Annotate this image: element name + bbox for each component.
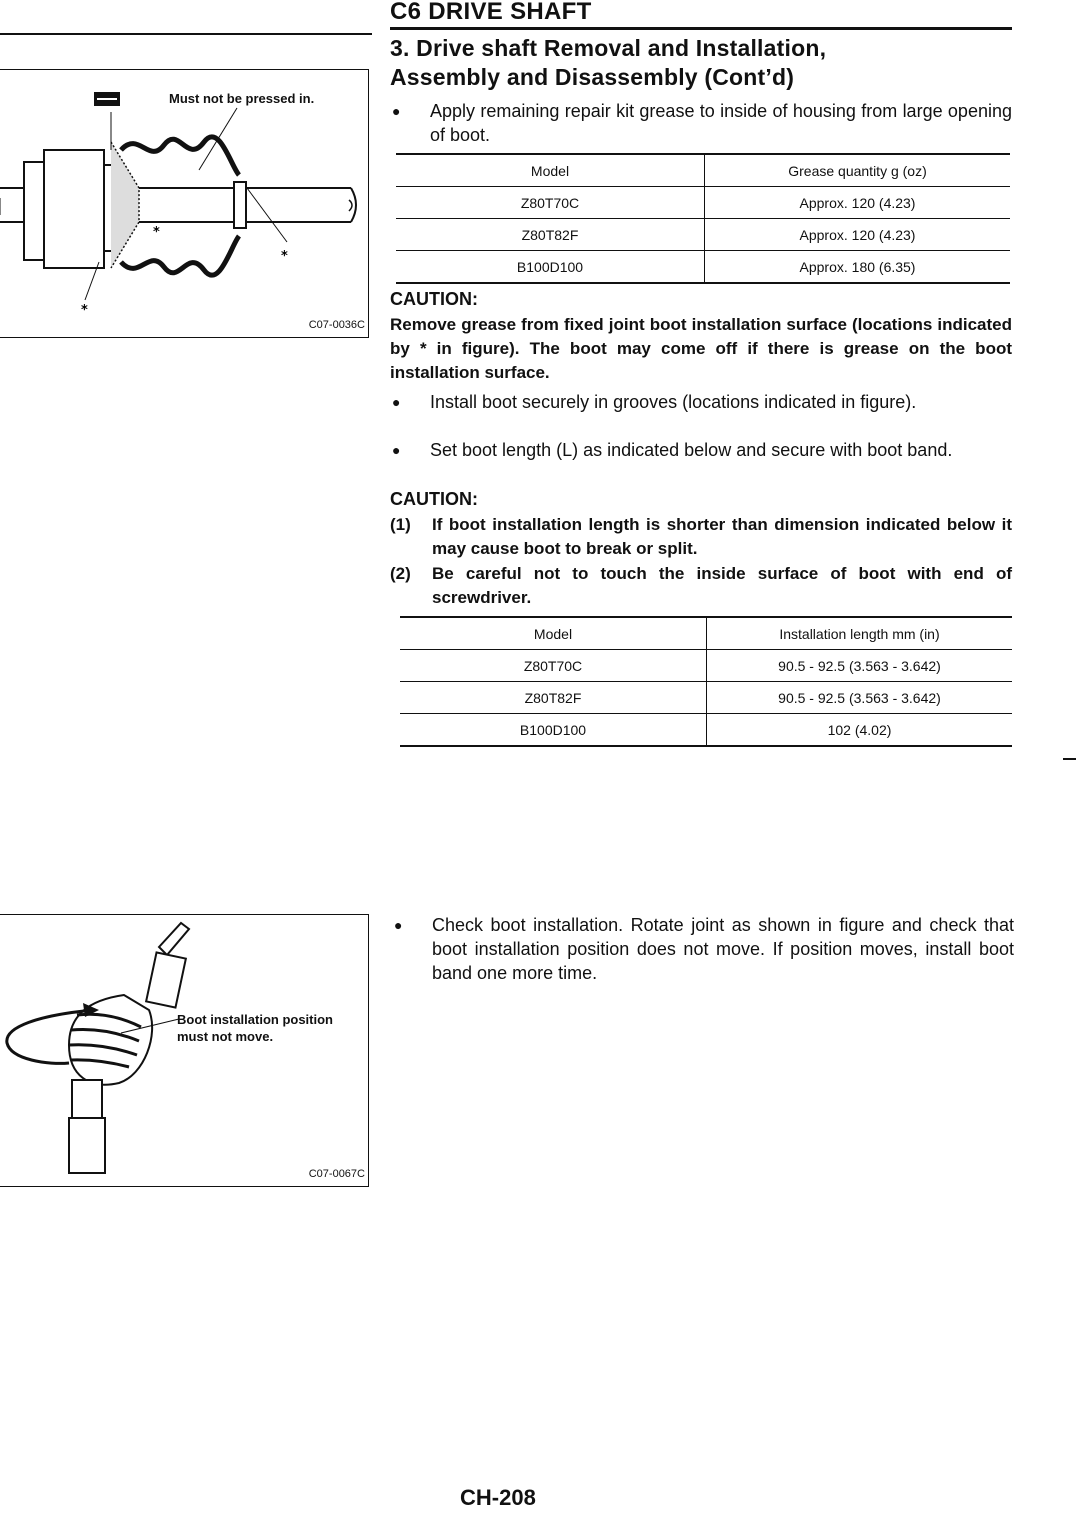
bullet-text: Apply remaining repair kit grease to inside of housing from large opening of boot. (430, 101, 1012, 145)
bullet-check-boot (392, 913, 1014, 985)
table-cell-model: Z80T82F (396, 219, 705, 251)
bullet-text: Check boot installation. Rotate joint as shown in figure and check that boot installation position does not move. If position moves, install boot band one more time. (432, 915, 1014, 983)
page-header-title: C6 DRIVE SHAFT (390, 0, 592, 25)
figure-callout-line2: must not move. (177, 1029, 274, 1044)
table-cell-value: Approx. 180 (6.35) (705, 251, 1011, 284)
table-header-model: Model (400, 617, 707, 650)
caution-text: Remove grease from fixed joint boot installation surface (locations indicated by * in figure). The boot may come off if there is grease on the boot installation surface. (390, 315, 1012, 382)
table-row (396, 219, 1010, 251)
section-title-line2: Assembly and Disassembly (Cont’d) (390, 64, 795, 90)
table-row (396, 187, 1010, 219)
table-cell-value: 102 (4.02) (707, 714, 1013, 747)
table-cell-model: Z80T70C (396, 187, 705, 219)
figure-boot-grease (0, 69, 369, 338)
bullet-set-boot-length (390, 438, 1012, 462)
asterisk-marker: * (281, 249, 288, 264)
figure-code: C07-0036C (308, 319, 365, 331)
figure-callout-label: Must not be pressed in. (169, 91, 315, 106)
figure-code: C07-0067C (308, 1168, 365, 1180)
bullet-icon: ● (392, 103, 401, 119)
table-row (396, 251, 1010, 284)
page-number: CH-208 (460, 1485, 536, 1510)
table-cell-model: B100D100 (396, 251, 705, 284)
caution-item-text: If boot installation length is shorter than dimension indicated below it may cause boot to break or split. (432, 515, 1012, 558)
bullet-text: Install boot securely in grooves (locations indicated in figure). (430, 392, 917, 412)
table-header-grease-quantity: Grease quantity g (oz) (705, 154, 1011, 187)
figure-callout-line1: Boot installation position (177, 1012, 333, 1027)
table-cell-value: 90.5 - 92.5 (3.563 - 3.642) (707, 682, 1013, 714)
bullet-text: Set boot length (L) as indicated below and secure with boot band. (430, 440, 953, 460)
table-cell-model: Z80T82F (400, 682, 707, 714)
bullet-icon: ● (394, 917, 403, 933)
section-title-line1: 3. Drive shaft Removal and Installation, (390, 35, 827, 61)
caution-label: CAUTION: (390, 489, 478, 509)
caution-item (390, 513, 1012, 561)
drive-shaft-boot-illustration (0, 70, 368, 337)
table-header-row (396, 154, 1010, 187)
table-row (400, 650, 1012, 682)
caution-item-number: (1) (390, 515, 411, 534)
header-divider-left (0, 33, 372, 35)
joint-rotation-illustration (0, 915, 368, 1186)
header-divider-right (390, 27, 1012, 30)
table-cell-value: 90.5 - 92.5 (3.563 - 3.642) (707, 650, 1013, 682)
table-header-model: Model (396, 154, 705, 187)
table-header-installation-length: Installation length mm (in) (707, 617, 1013, 650)
asterisk-marker: * (81, 303, 88, 318)
table-row (400, 682, 1012, 714)
bullet-icon: ● (392, 394, 401, 410)
bullet-apply-grease (390, 99, 1012, 147)
table-cell-value: Approx. 120 (4.23) (705, 219, 1011, 251)
caution-item (390, 562, 1012, 610)
figure-boot-rotation (0, 914, 369, 1187)
table-header-row (400, 617, 1012, 650)
table-cell-model: B100D100 (400, 714, 707, 747)
table-cell-model: Z80T70C (400, 650, 707, 682)
table-cell-value: Approx. 120 (4.23) (705, 187, 1011, 219)
bullet-install-boot (390, 390, 1012, 414)
margin-mark (1063, 758, 1076, 760)
bullet-icon: ● (392, 442, 401, 458)
asterisk-marker: * (153, 225, 160, 240)
section-title (390, 34, 826, 92)
caution-label: CAUTION: (390, 289, 478, 309)
installation-length-table (400, 616, 1012, 747)
caution-item-text: Be careful not to touch the inside surface of boot with end of screwdriver. (432, 564, 1012, 607)
grease-quantity-table (396, 153, 1010, 284)
figure-callout-label (177, 1011, 333, 1045)
caution-item-number: (2) (390, 564, 411, 583)
table-row (400, 714, 1012, 747)
